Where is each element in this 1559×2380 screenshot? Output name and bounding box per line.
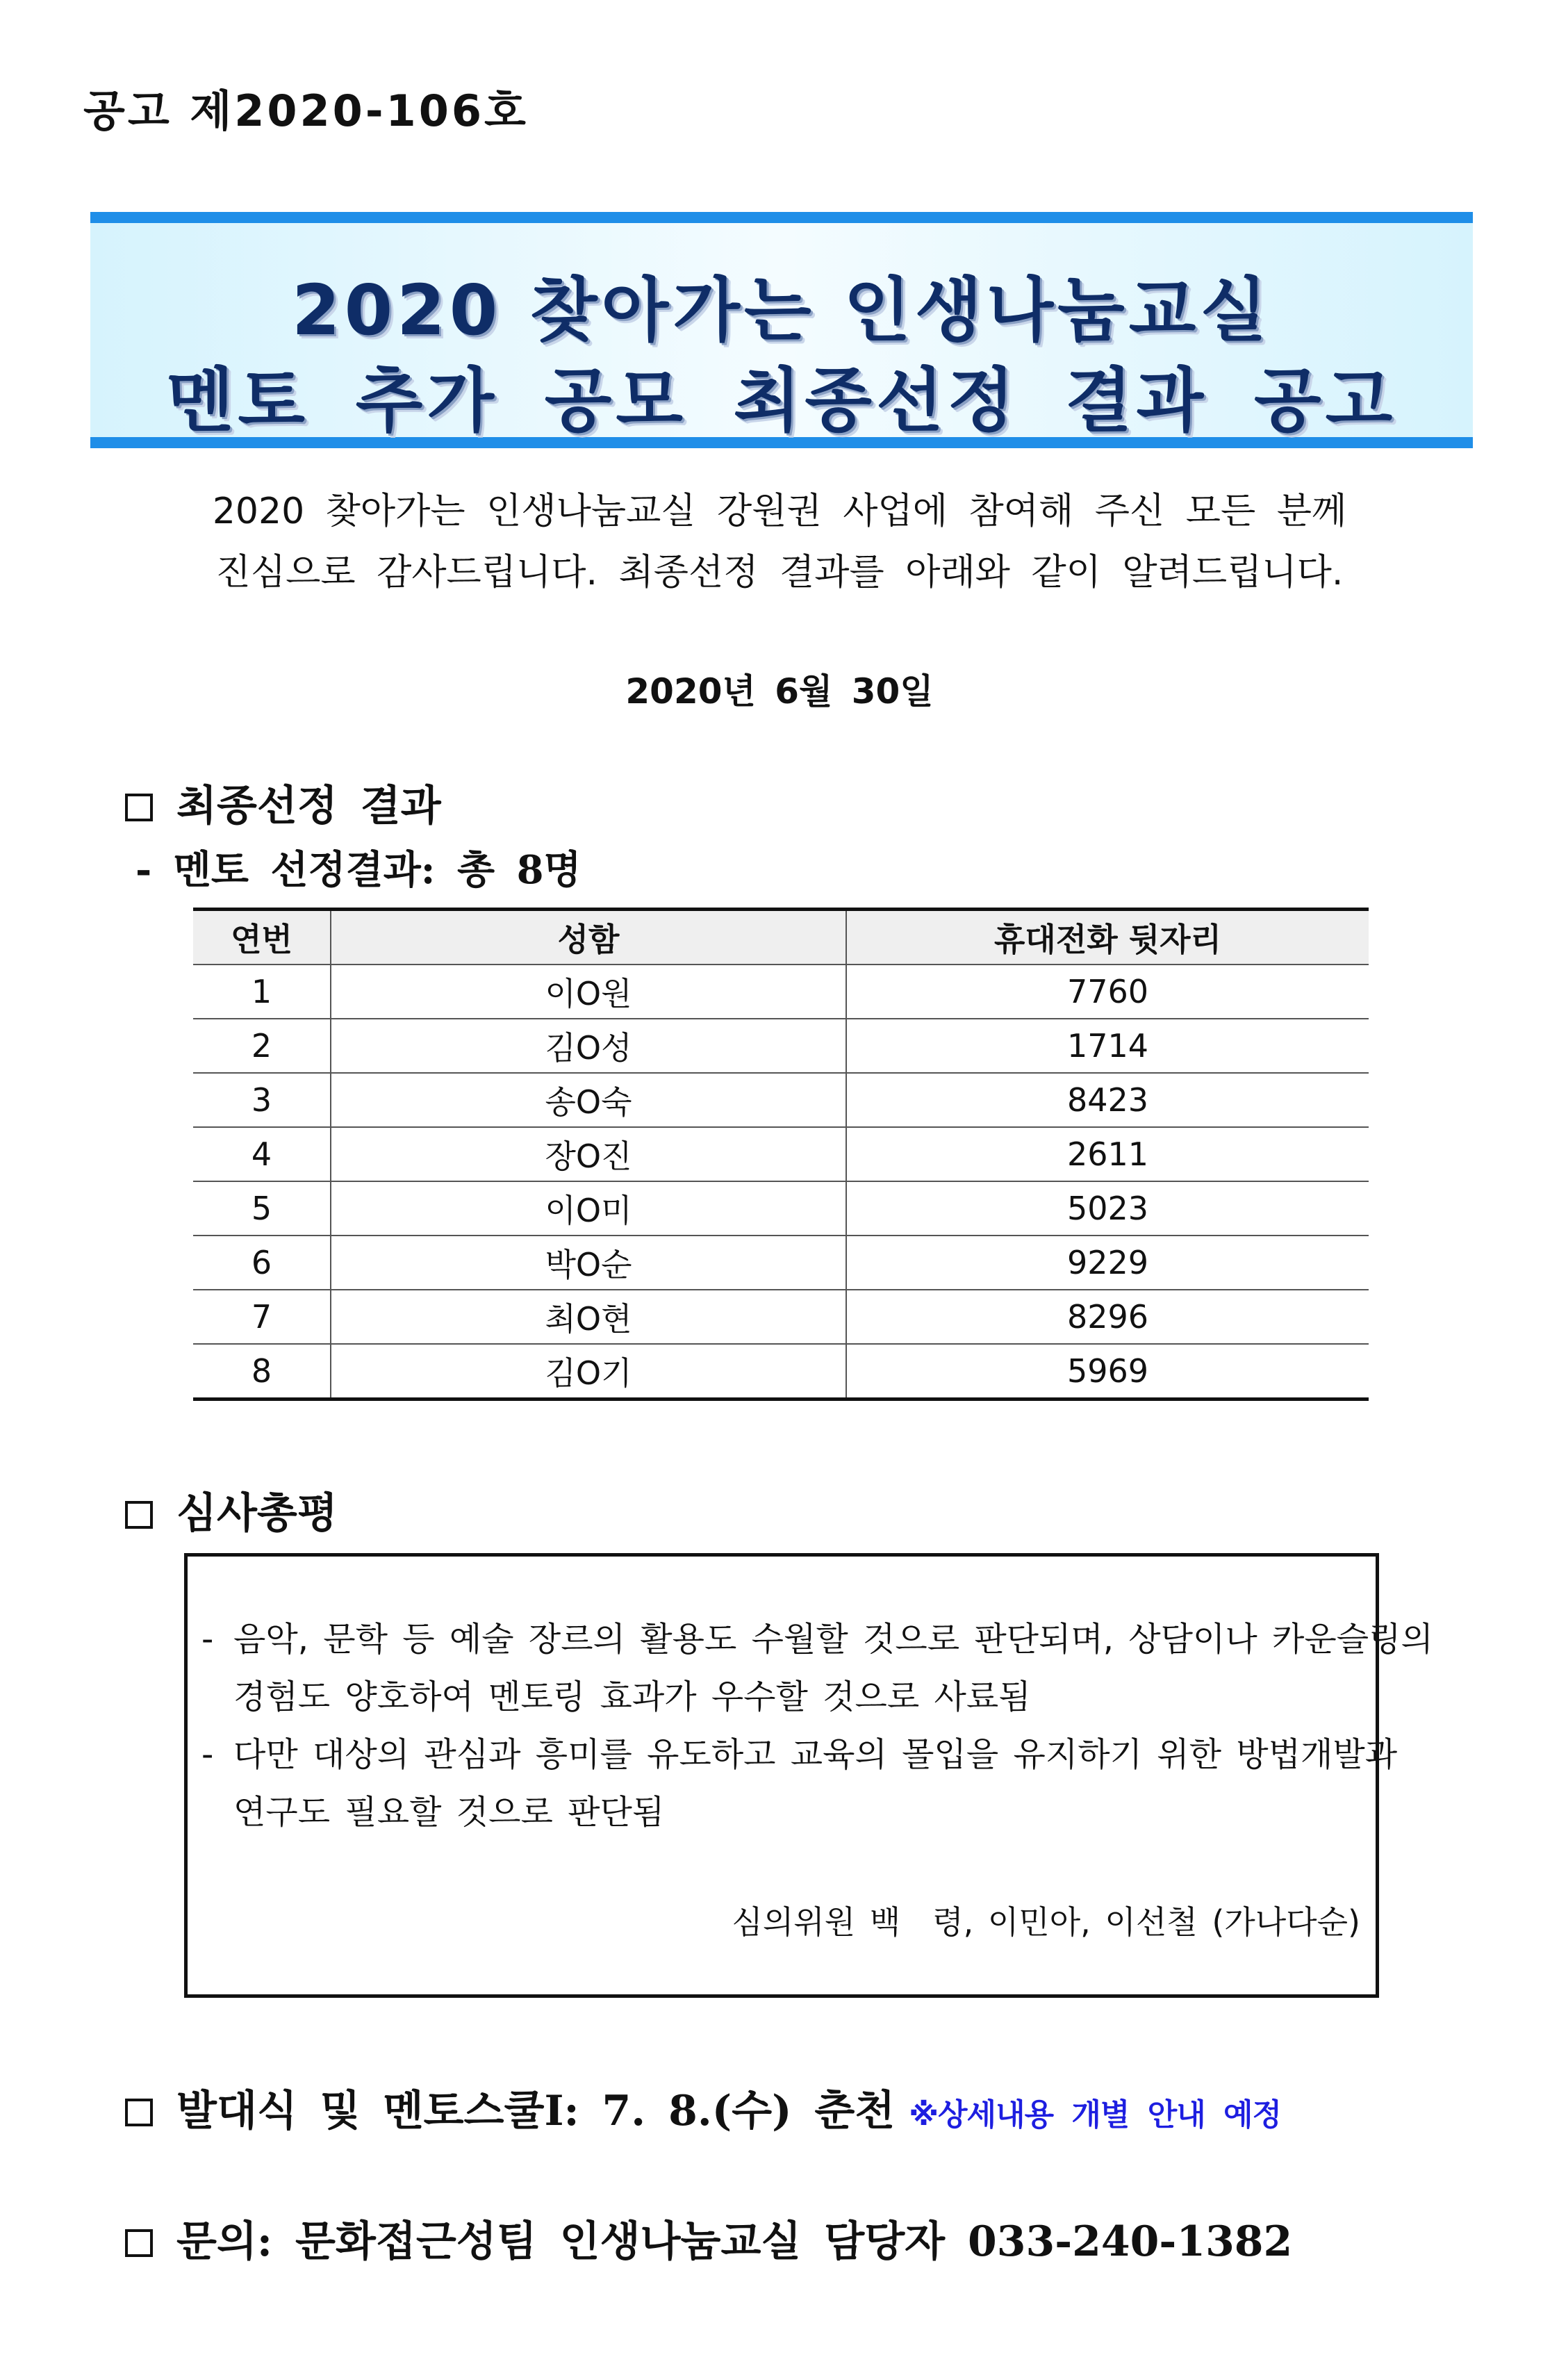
table-row [193, 965, 1369, 1019]
table-row [193, 1019, 1369, 1073]
table-row [193, 1181, 1369, 1236]
review-text: 다만 대상의 관심과 흥미를 유도하고 교육의 몰입을 유지하기 위한 방법개발과 [233, 1735, 1398, 1774]
row-name: 이O원 [331, 965, 846, 1019]
table-row [193, 1236, 1369, 1290]
contact-text: 문의: 문화접근성팀 인생나눔교실 담당자 033-240-1382 [176, 2217, 1293, 2266]
mentor-result-table [193, 908, 1369, 1401]
column-header-name: 성함 [331, 910, 846, 965]
row-phone: 1714 [846, 1019, 1369, 1073]
row-name: 송O숙 [331, 1073, 846, 1127]
intro-line-2: 진심으로 감사드립니다. 최종선정 결과를 아래와 같이 알려드립니다. [215, 552, 1344, 593]
row-number: 3 [193, 1073, 331, 1127]
reviewer-names: 심의위원 백 령, 이민아, 이선철 (가나다순) [732, 1903, 1360, 1941]
review-item-1 [201, 1612, 1433, 1660]
banner-title-line-1: 2020 찾아가는 인생나눔교실 [292, 270, 1271, 351]
review-item-2 [201, 1727, 1397, 1775]
row-name: 박O순 [331, 1236, 846, 1290]
mentor-count-subheading: - 멘토 선정결과: 총 8명 [135, 847, 581, 893]
section-review-heading [125, 1480, 338, 1540]
row-number: 2 [193, 1019, 331, 1073]
section-result-title: 최종선정 결과 [176, 782, 441, 830]
row-number: 6 [193, 1236, 331, 1290]
table-header-row [193, 910, 1369, 965]
table-row [193, 1127, 1369, 1181]
row-phone: 8423 [846, 1073, 1369, 1127]
table-row [193, 1290, 1369, 1344]
row-number: 1 [193, 965, 331, 1019]
row-name: 김O성 [331, 1019, 846, 1073]
banner-title-line-2: 멘토 추가 공모 최종선정 결과 공고 [166, 360, 1397, 441]
ceremony-note: ※상세내용 개별 안내 예정 [909, 2097, 1282, 2133]
checkbox-icon [125, 2099, 153, 2126]
row-number: 4 [193, 1127, 331, 1181]
notice-number: 공고 제2020-106호 [83, 85, 529, 136]
row-number: 8 [251, 1352, 272, 1390]
dash-bullet: - [201, 1735, 214, 1774]
row-phone: 5969 [846, 1344, 1369, 1400]
checkbox-icon [125, 1501, 153, 1529]
row-phone: 2611 [846, 1127, 1369, 1181]
section-ceremony-title: 발대식 및 멘토스쿨Ⅰ: 7. 8.(수) 춘천 [176, 2087, 896, 2135]
section-ceremony-heading [125, 2078, 1281, 2137]
notice-date: 2020년 6월 30일 [625, 671, 934, 712]
row-name: 김O기 [331, 1344, 846, 1400]
row-number: 5 [193, 1181, 331, 1236]
table-row [193, 1344, 1369, 1400]
intro-line-1: 2020 찾아가는 인생나눔교실 강원권 사업에 참여해 주신 모든 분께 [212, 491, 1347, 532]
row-name: 최O현 [331, 1290, 846, 1344]
section-result-heading [125, 773, 441, 832]
review-comment-box [184, 1553, 1433, 1998]
dash-bullet: - [201, 1620, 214, 1659]
column-header-phone: 휴대전화 뒷자리 [846, 910, 1369, 965]
review-item-1-continued: 경험도 양호하여 멘토링 효과가 우수할 것으로 사료됨 [233, 1677, 1031, 1716]
row-phone: 9229 [846, 1236, 1369, 1290]
table-row [193, 1073, 1369, 1127]
row-name: 이O미 [331, 1181, 846, 1236]
row-phone: 7760 [846, 965, 1369, 1019]
checkbox-icon [125, 2229, 153, 2257]
column-header-number: 연번 [193, 910, 331, 965]
review-item-2-continued: 연구도 필요할 것으로 판단됨 [233, 1793, 665, 1832]
title-banner [90, 212, 1473, 448]
row-number: 7 [193, 1290, 331, 1344]
section-contact-heading [125, 2208, 1292, 2268]
checkbox-icon [125, 794, 153, 821]
intro-paragraph [0, 481, 1559, 603]
section-review-title: 심사총평 [176, 1489, 338, 1538]
review-text: 음악, 문학 등 예술 장르의 활용도 수월할 것으로 판단되며, 상담이나 카운슬링의 [233, 1620, 1433, 1659]
row-phone: 8296 [846, 1290, 1369, 1344]
row-phone: 5023 [846, 1181, 1369, 1236]
row-name: 장O진 [331, 1127, 846, 1181]
